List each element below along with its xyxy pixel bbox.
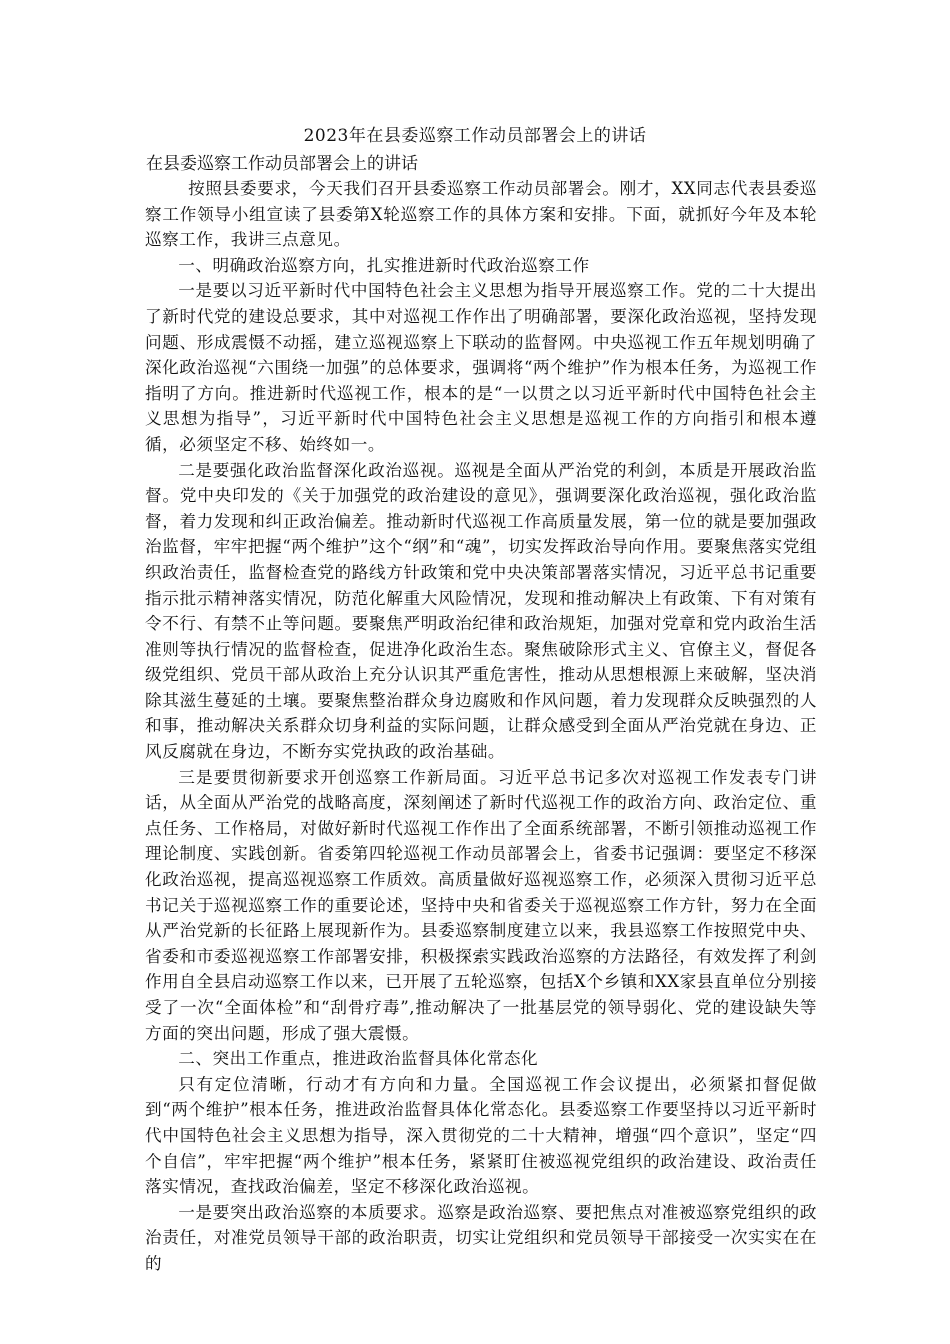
document-title: 2023年在县委巡察工作动员部署会上的讲话 [303,126,647,146]
paragraph: 一是要以习近平新时代中国特色社会主义思想为指导开展巡察工作。党的二十大提出了新时代党的建设总要求，其中对巡视工作作出了明确部署，要深化政治巡视，坚持发现问题、形成震慑不动摇，建立巡视巡察上下联动的监督网。中央巡视工作五年规划明确了深化政治巡视“六围绕一加强”的总体要求，强调将“两个维护”作为根本任务，为巡视工作指明了方向。推进新时代巡视工作，根本的是“一以贯之以习近平新时代中国特色社会主义思想为指导”，习近平新时代中国特色社会主义思想是巡视工作的方向指引和根本遵循，必须坚定不移、始终如一。 [145,281,817,454]
paragraph: 只有定位清晰，行动才有方向和力量。全国巡视工作会议提出，必须紧扣督促做到“两个维护”根本任务，推进政治监督具体化常态化。县委巡察工作要坚持以习近平新时代中国特色社会主义思想为指导，深入贯彻党的二十大精神，增强“四个意识”，坚定“四个自信”，牢牢把握“两个维护”根本任务，紧紧盯住被巡视党组织的政治建设、政治责任落实情况，查找政治偏差，坚定不移深化政治巡视。 [145,1074,817,1197]
document-body [145,176,817,1277]
section-heading-2: 二、突出工作重点，推进政治监督具体化常态化 [178,1049,539,1069]
section-heading-1: 一、明确政治巡察方向，扎实推进新时代政治巡察工作 [178,255,590,275]
paragraph: 三是要贯彻新要求开创巡察工作新局面。习近平总书记多次对巡视工作发表专门讲话，从全面从严治党的战略高度，深刻阐述了新时代巡视工作的政治方向、政治定位、重点任务、工作格局，对做好新时代巡视工作作出了全面系统部署，不断引领推动巡视工作理论制度、实践创新。省委第四轮巡视工作动员部署会上，省委书记强调：要坚定不移深化政治巡视，提高巡视巡察工作质效。高质量做好巡视巡察工作，必须深入贯彻习近平总书记关于巡视巡察工作的重要论述，坚持中央和省委关于巡视巡察工作方针，努力在全面从严治党新的长征路上展现新作为。县委巡察制度建立以来，我县巡察工作按照党中央、省委和市委巡视巡察工作部署安排，积极探索实践政治巡察的方法路径，有效发挥了利剑作用自全县启动巡察工作以来，已开展了五轮巡察，包括X个乡镇和XX家县直单位分别接受了一次“全面体检”和“刮骨疗毒”,推动解决了一批基层党的领导弱化、党的建设缺失等方面的突出问题，形成了强大震慑。 [145,767,817,1043]
paragraph: 二是要强化政治监督深化政治巡视。巡视是全面从严治党的利剑，本质是开展政治监督。党中央印发的《关于加强党的政治建设的意见》，强调要深化政治巡视，强化政治监督，着力发现和纠正政治偏差。推动新时代巡视工作高质量发展，第一位的就是要加强政治监督，牢牢把握“两个维护”这个“纲”和“魂”，切实发挥政治导向作用。要聚焦落实党组织政治责任，监督检查党的路线方针政策和党中央决策部署落实情况，习近平总书记重要指示批示精神落实情况，防范化解重大风险情况，发现和推动解决上有政策、下有对策有令不行、有禁不止等问题。要聚焦严明政治纪律和政治规矩，加强对党章和党内政治生活准则等执行情况的监督检查，促进净化政治生态。聚焦破除形式主义、官僚主义，督促各级党组织、党员干部从政治上充分认识其严重危害性，推动从思想根源上来破解，坚决消除其滋生蔓延的土壤。要聚焦整治群众身边腐败和作风问题，着力发现群众反映强烈的人和事，推动解决关系群众切身利益的实际问题，让群众感受到全面从严治党就在身边、正风反腐就在身边，不断夯实党执政的政治基础。 [145,460,817,762]
paragraph: 一是要突出政治巡察的本质要求。巡察是政治巡察、要把焦点对准被巡察党组织的政治责任，对准党员领导干部的政治职责，切实让党组织和党员领导干部接受一次实实在在的 [145,1202,817,1273]
paragraph-intro: 按照县委要求，今天我们召开县委巡察工作动员部署会。刚才，XX同志代表县委巡察工作领导小组宣读了县委第X轮巡察工作的具体方案和安排。下面，就抓好今年及本轮巡察工作，我讲三点意见。 [145,179,817,250]
document-subtitle: 在县委巡察工作动员部署会上的讲话 [146,154,418,174]
